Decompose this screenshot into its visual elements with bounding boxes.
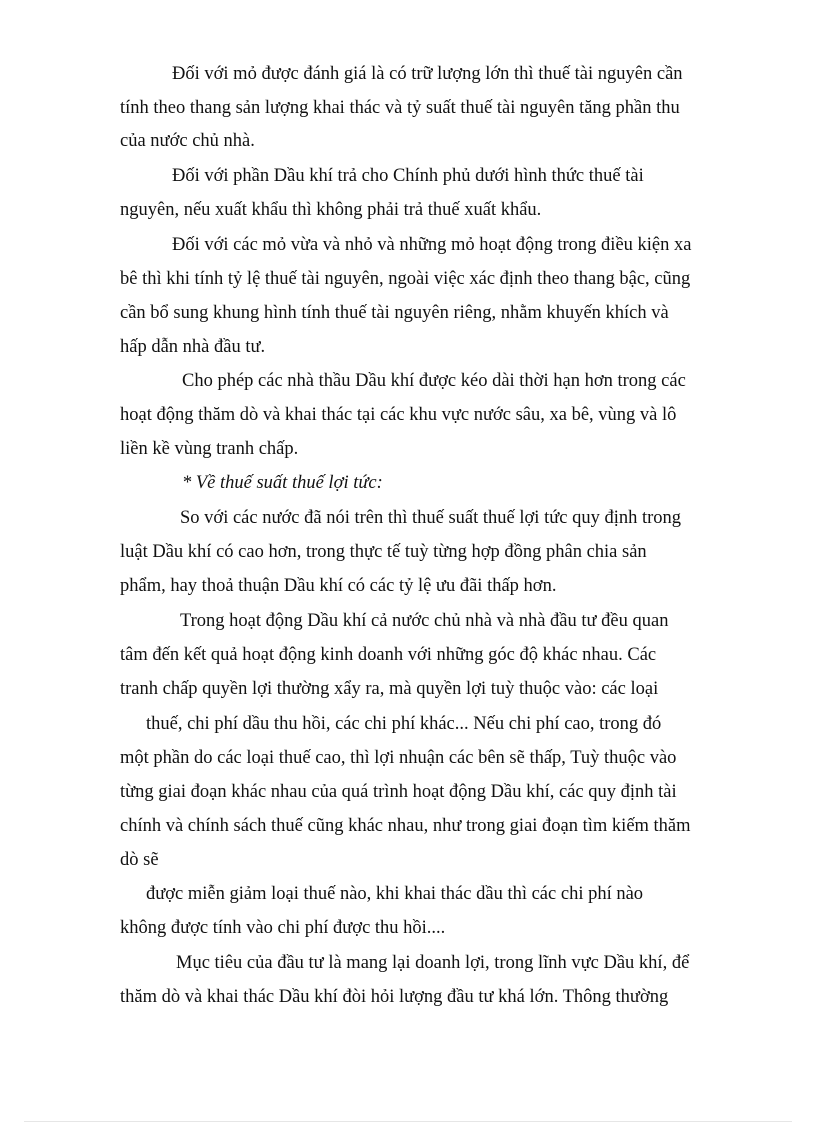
text-line: liền kề vùng tranh chấp.: [120, 439, 299, 459]
page-bottom-edge: [24, 1121, 792, 1122]
text-line: được miễn giảm loại thuế nào, khi khai thác dầu thì các chi phí nào: [146, 884, 644, 904]
text-line: Đối với phần Dầu khí trả cho Chính phủ dưới hình thức thuế tài: [172, 166, 644, 186]
text-line: từng giai đoạn khác nhau của quá trình hoạt động Dầu khí, các quy định tài: [120, 782, 677, 802]
text-line: một phần do các loại thuế cao, thì lợi nhuận các bên sẽ thấp, Tuỳ thuộc vào: [120, 748, 677, 768]
text-line: bê thì khi tính tỷ lệ thuế tài nguyên, ngoài việc xác định theo thang bậc, cũng: [120, 269, 691, 289]
text-line: Cho phép các nhà thầu Dầu khí được kéo dài thời hạn hơn trong các: [182, 371, 686, 391]
text-line: chính và chính sách thuế cũng khác nhau, như trong giai đoạn tìm kiếm thăm: [120, 816, 691, 836]
text-line: Đối với các mỏ vừa và nhỏ và những mỏ hoạt động trong điều kiện xa: [172, 235, 692, 255]
text-line: nguyên, nếu xuất khẩu thì không phải trả thuế xuất khẩu.: [120, 200, 542, 220]
text-line: luật Dầu khí có cao hơn, trong thực tế tuỳ từng hợp đồng phân chia sản: [120, 542, 647, 562]
text-line: dò sẽ: [120, 850, 159, 870]
text-line: tâm đến kết quả hoạt động kinh doanh với những góc độ khác nhau. Các: [120, 645, 657, 665]
text-line: So với các nước đã nói trên thì thuế suất thuế lợi tức quy định trong: [180, 508, 682, 528]
text-line: Đối với mỏ được đánh giá là có trữ lượng lớn thì thuế tài nguyên cần: [172, 64, 683, 84]
text-line: cần bổ sung khung hình tính thuế tài nguyên riêng, nhằm khuyến khích và: [120, 303, 669, 323]
text-line: phẩm, hay thoả thuận Dầu khí có các tỷ lệ ưu đãi thấp hơn.: [120, 576, 557, 596]
text-line: thuế, chi phí dầu thu hồi, các chi phí khác... Nếu chi phí cao, trong đó: [146, 714, 662, 734]
text-line: không được tính vào chi phí được thu hồi....: [120, 918, 446, 938]
text-line: Mục tiêu của đầu tư là mang lại doanh lợi, trong lĩnh vực Dầu khí, để: [176, 953, 690, 973]
text-line: thăm dò và khai thác Dầu khí đòi hỏi lượng đầu tư khá lớn. Thông thường: [120, 987, 669, 1007]
section-heading: * Về thuế suất thuế lợi tức:: [182, 473, 383, 493]
text-line: tranh chấp quyền lợi thường xẩy ra, mà quyền lợi tuỳ thuộc vào: các loại: [120, 679, 659, 699]
text-line: của nước chủ nhà.: [120, 131, 255, 151]
text-line: hoạt động thăm dò và khai thác tại các khu vực nước sâu, xa bê, vùng và lô: [120, 405, 677, 425]
text-line: Trong hoạt động Dầu khí cả nước chủ nhà và nhà đầu tư đều quan: [180, 611, 669, 631]
text-line: hấp dẫn nhà đầu tư.: [120, 337, 266, 357]
text-line: tính theo thang sản lượng khai thác và tỷ suất thuế tài nguyên tăng phần thu: [120, 98, 680, 118]
